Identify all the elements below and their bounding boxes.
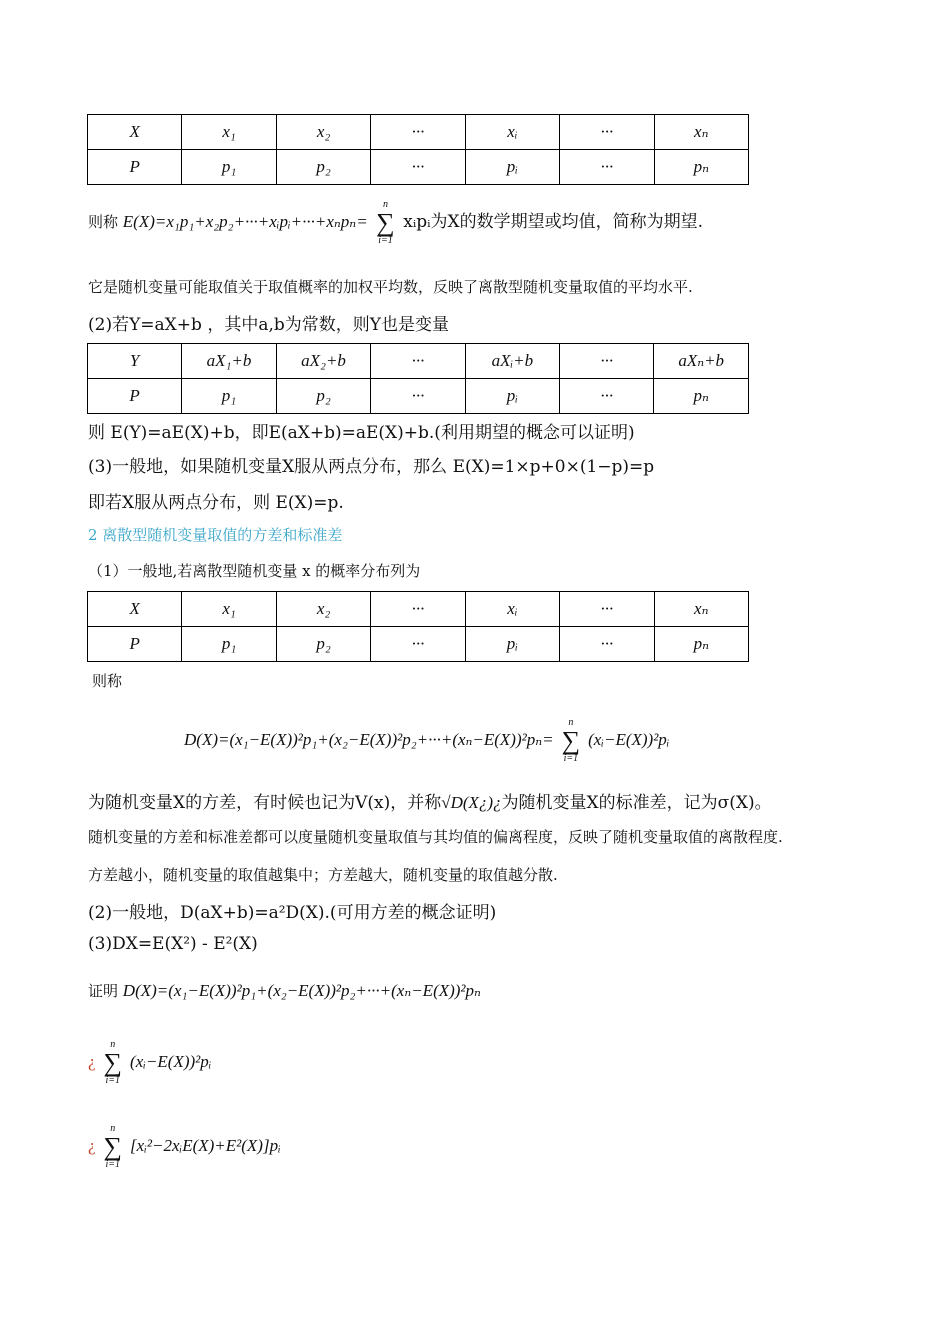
proof-line-3: ¿ n ∑ i=1 [xᵢ²−2xᵢE(X)+E²(X)]pᵢ [88,1123,281,1170]
sqrt-expression: √D(X¿)¿ [441,793,502,812]
section-2-intro: （1）一般地,若离散型随机变量 x 的概率分布列为 [88,562,421,580]
summation-sign: n ∑ i=1 [103,1123,123,1170]
table-cell: ··· [560,150,654,185]
table-cell: p₁ [182,379,277,414]
table-cell: x₂ [276,592,370,627]
expectation-definition [88,200,703,246]
proof-label: 证明 [88,982,119,1000]
table-cell: ··· [371,150,465,185]
table-row [88,627,749,662]
table-cell: xₙ [654,115,748,150]
variance-rhs: (xᵢ−E(X))²pᵢ [588,729,670,749]
paragraph-variance-1: 随机变量的方差和标准差都可以度量随机变量取值与其均值的偏离程度，反映了随机变量取值的离散程度. [88,828,783,846]
table-cell: pᵢ [465,150,559,185]
table-cell: x₂ [276,115,370,150]
table-cell: pₙ [654,150,748,185]
table-cell: ··· [560,344,654,379]
table-row [88,592,749,627]
table-cell: p₂ [276,150,370,185]
then-say-label: 则称 [92,672,123,690]
item-2-linear: (2)若Y=aX+b ，其中a,b为常数，则Y也是变量 [88,315,449,335]
table-cell: pₙ [654,379,749,414]
table-cell: xₙ [654,592,748,627]
table-cell: ··· [560,115,654,150]
table-cell: p₁ [182,627,276,662]
paragraph-weighted-average: 它是随机变量可能取值关于取值概率的加权平均数，反映了离散型随机变量取值的平均水平. [88,278,693,296]
table-cell: ··· [371,379,465,414]
table-cell: ··· [371,115,465,150]
table-cell: aX₂+b [276,344,371,379]
table-cell: pᵢ [465,379,560,414]
table-cell: aXₙ+b [654,344,749,379]
item-3-two-point: (3)一般地，如果随机变量X服从两点分布，那么 E(X)=1×p+0×(1−p)=p [88,457,655,477]
section-2-title: 2 离散型随机变量取值的方差和标准差 [88,526,343,544]
table-cell: P [88,379,182,414]
variance-item-2: (2)一般地，D(aX+b)=a²D(X).(可用方差的概念证明) [88,903,497,923]
table-cell: X [88,592,182,627]
variance-item-3: (3)DX=E(X²) - E²(X) [88,934,258,954]
table-cell: aX₁+b [182,344,277,379]
proof-formula-1: D(X)=(x₁−E(X))²p₁+(x₂−E(X))²p₂+···+(xₙ−E(X))²pₙ [122,981,481,1000]
table-cell: pₙ [654,627,748,662]
table-row [88,150,749,185]
table-cell: x₁ [182,592,276,627]
distribution-table-1 [87,114,749,185]
table-cell: P [88,150,182,185]
variance-formula [184,718,670,764]
table-cell: xᵢ [465,592,559,627]
table-cell: ··· [560,592,654,627]
table-cell: x₁ [182,115,276,150]
table-cell: ··· [371,592,465,627]
distribution-table-3 [87,591,749,662]
table-cell: pᵢ [465,627,559,662]
distribution-table-2 [87,343,749,414]
table-cell: p₁ [182,150,276,185]
proof-formula-3: [xᵢ²−2xᵢE(X)+E²(X)]pᵢ [130,1135,281,1155]
proof-line-2: ¿ n ∑ i=1 (xᵢ−E(X))²pᵢ [88,1039,212,1086]
standard-deviation-line: 为随机变量X的方差，有时候也记为V(x)，并称√D(X¿)¿为随机变量X的标准差，记为σ(X)。 [88,793,772,813]
table-cell: xᵢ [465,115,559,150]
table-cell: ··· [560,379,654,414]
table-cell: p₂ [276,627,370,662]
expectation-formula: E(X)=x₁p₁+x₂p₂+···+xᵢpᵢ+···+xₙpₙ= [122,212,368,231]
table-row [88,379,749,414]
table-cell: ··· [371,344,465,379]
proof-line-1 [88,980,481,1001]
table-cell: ··· [560,627,654,662]
table-row [88,344,749,379]
paragraph-variance-2: 方差越小，随机变量的取值越集中；方差越大，随机变量的取值越分散. [88,866,558,884]
proof-formula-2: (xᵢ−E(X))²pᵢ [130,1051,212,1071]
table-cell: p₂ [276,379,371,414]
table-cell: P [88,627,182,662]
linear-expectation-result: 则 E(Y)=aE(X)+b，即E(aX+b)=aE(X)+b.(利用期望的概念可以证明) [88,423,635,443]
text-prefix: 则称 [88,213,119,231]
table-cell: X [88,115,182,150]
table-cell: aXᵢ+b [465,344,560,379]
summation-sign: n ∑ i=1 [561,717,581,764]
item-3-conclusion: 即若X服从两点分布，则 E(X)=p. [88,493,344,513]
summation-sign: n ∑ i=1 [376,199,395,246]
variance-lhs: D(X)=(x₁−E(X))²p₁+(x₂−E(X))²p₂+···+(xₙ−E(X))²pₙ= [184,729,554,749]
expectation-definition-tail: xᵢpᵢ为X的数学期望或均值，简称为期望. [403,212,704,232]
table-cell: ··· [371,627,465,662]
table-row [88,115,749,150]
table-cell: Y [88,344,182,379]
summation-sign: n ∑ i=1 [103,1039,123,1086]
